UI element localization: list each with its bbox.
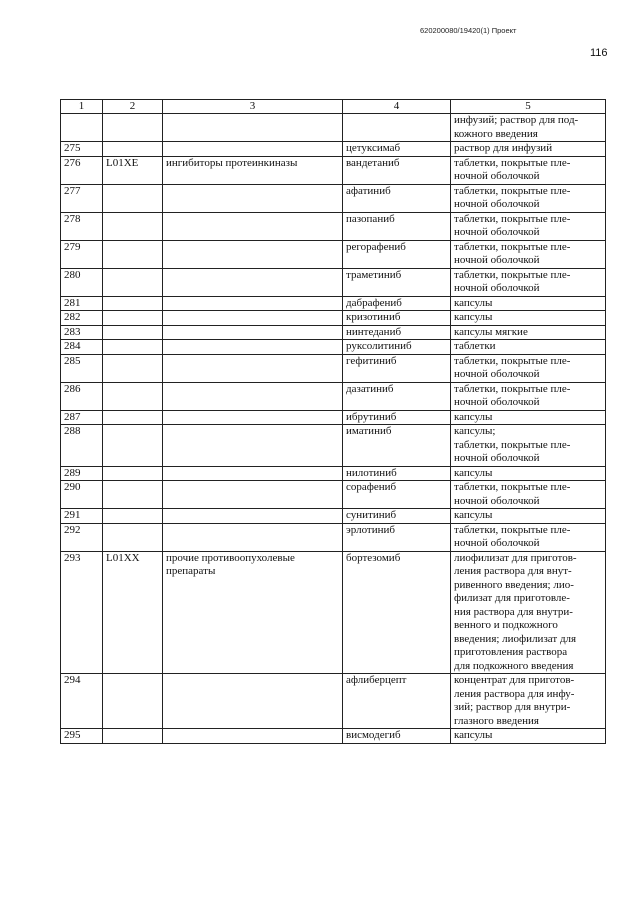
table-row (61, 325, 606, 340)
drug-name-cell: дабрафениб (343, 296, 451, 311)
table-row (61, 156, 606, 184)
atc-code-cell (103, 240, 163, 268)
drug-name-cell: траметиниб (343, 268, 451, 296)
drug-name-cell: сорафениб (343, 481, 451, 509)
atc-code-cell (103, 410, 163, 425)
drug-group-cell (163, 481, 343, 509)
row-number-cell: 282 (61, 311, 103, 326)
dosage-form-cell: таблетки, покрытые пле- ночной оболочкой (451, 212, 606, 240)
dosage-form-cell: таблетки, покрытые пле- ночной оболочкой (451, 523, 606, 551)
atc-code-cell (103, 729, 163, 744)
dosage-form-cell: капсулы (451, 311, 606, 326)
drug-name-cell: дазатиниб (343, 382, 451, 410)
drug-name-cell: ибрутиниб (343, 410, 451, 425)
drug-group-cell (163, 268, 343, 296)
row-number-cell: 278 (61, 212, 103, 240)
drug-group-cell (163, 325, 343, 340)
row-number-cell: 284 (61, 340, 103, 355)
atc-code-cell (103, 142, 163, 157)
drug-group-cell (163, 382, 343, 410)
atc-code-cell (103, 674, 163, 729)
drug-group-cell (163, 509, 343, 524)
drug-name-cell: регорафениб (343, 240, 451, 268)
row-number-cell: 291 (61, 509, 103, 524)
drug-name-cell: руксолитиниб (343, 340, 451, 355)
drug-group-cell (163, 410, 343, 425)
atc-code-cell (103, 184, 163, 212)
drug-group-cell (163, 523, 343, 551)
drug-name-cell: эрлотиниб (343, 523, 451, 551)
drug-name-cell: бортезомиб (343, 551, 451, 674)
row-number-cell: 295 (61, 729, 103, 744)
drug-group-cell (163, 311, 343, 326)
atc-code-cell: L01XX (103, 551, 163, 674)
atc-code-cell (103, 296, 163, 311)
drug-name-cell (343, 114, 451, 142)
document-id: 620200080/19420(1) Проект (420, 26, 517, 35)
row-number-cell: 287 (61, 410, 103, 425)
table-row (61, 212, 606, 240)
drug-group-cell (163, 354, 343, 382)
page-number: 116 (590, 47, 608, 59)
drug-group-cell (163, 674, 343, 729)
table-row (61, 311, 606, 326)
row-number-cell: 283 (61, 325, 103, 340)
row-number-cell: 286 (61, 382, 103, 410)
atc-code-cell: L01XE (103, 156, 163, 184)
table-header (61, 100, 606, 114)
row-number-cell: 277 (61, 184, 103, 212)
drug-group-cell: прочие противоопухолевые препараты (163, 551, 343, 674)
dosage-form-cell: капсулы (451, 466, 606, 481)
atc-code-cell (103, 268, 163, 296)
drug-name-cell: висмодегиб (343, 729, 451, 744)
dosage-form-cell: концентрат для приготов- ления раствора для инфу- зий; раствор для внутри- глазного введения (451, 674, 606, 729)
dosage-form-cell: капсулы; таблетки, покрытые пле- ночной оболочкой (451, 425, 606, 467)
drug-group-cell (163, 240, 343, 268)
row-number-cell: 280 (61, 268, 103, 296)
dosage-form-cell: капсулы (451, 509, 606, 524)
atc-code-cell (103, 523, 163, 551)
table-row (61, 142, 606, 157)
dosage-form-cell: лиофилизат для приготов- ления раствора для внут- ривенного введения; лио- филизат для приготовле- ния раствора для внутри- венного и подкожного введения; лиофилизат для приготовления раствора для подкожного введения (451, 551, 606, 674)
row-number-cell: 275 (61, 142, 103, 157)
dosage-form-cell: таблетки, покрытые пле- ночной оболочкой (451, 184, 606, 212)
column-header-5: 5 (451, 100, 606, 114)
column-header-2: 2 (103, 100, 163, 114)
table-row (61, 114, 606, 142)
atc-code-cell (103, 114, 163, 142)
drug-group-cell (163, 340, 343, 355)
row-number-cell: 276 (61, 156, 103, 184)
dosage-form-cell: таблетки, покрытые пле- ночной оболочкой (451, 240, 606, 268)
dosage-form-cell: раствор для инфузий (451, 142, 606, 157)
table-row (61, 410, 606, 425)
drug-group-cell (163, 466, 343, 481)
table-row (61, 268, 606, 296)
drug-name-cell: гефитиниб (343, 354, 451, 382)
row-number-cell: 292 (61, 523, 103, 551)
table-row (61, 551, 606, 674)
drug-name-cell: цетуксимаб (343, 142, 451, 157)
table-row (61, 184, 606, 212)
table-row (61, 466, 606, 481)
row-number-cell (61, 114, 103, 142)
drug-group-cell (163, 296, 343, 311)
table-row (61, 354, 606, 382)
row-number-cell: 294 (61, 674, 103, 729)
table-body (61, 114, 606, 744)
drug-group-cell (163, 142, 343, 157)
row-number-cell: 290 (61, 481, 103, 509)
atc-code-cell (103, 311, 163, 326)
row-number-cell: 285 (61, 354, 103, 382)
drug-name-cell: афатиниб (343, 184, 451, 212)
column-header-4: 4 (343, 100, 451, 114)
drug-name-cell: пазопаниб (343, 212, 451, 240)
atc-code-cell (103, 481, 163, 509)
row-number-cell: 293 (61, 551, 103, 674)
atc-code-cell (103, 509, 163, 524)
table-row (61, 729, 606, 744)
drug-name-cell: афлиберцепт (343, 674, 451, 729)
row-number-cell: 289 (61, 466, 103, 481)
atc-code-cell (103, 382, 163, 410)
drug-name-cell: нинтеданиб (343, 325, 451, 340)
atc-code-cell (103, 325, 163, 340)
drug-group-cell (163, 425, 343, 467)
row-number-cell: 288 (61, 425, 103, 467)
atc-code-cell (103, 466, 163, 481)
drug-group-cell (163, 729, 343, 744)
dosage-form-cell: капсулы мягкие (451, 325, 606, 340)
atc-code-cell (103, 354, 163, 382)
dosage-form-cell: капсулы (451, 410, 606, 425)
table-row (61, 382, 606, 410)
drug-name-cell: вандетаниб (343, 156, 451, 184)
row-number-cell: 281 (61, 296, 103, 311)
table-row (61, 481, 606, 509)
dosage-form-cell: таблетки, покрытые пле- ночной оболочкой (451, 156, 606, 184)
drug-name-cell: иматиниб (343, 425, 451, 467)
table-row (61, 509, 606, 524)
table-row (61, 523, 606, 551)
drug-group-cell (163, 184, 343, 212)
atc-code-cell (103, 425, 163, 467)
drug-group-cell (163, 212, 343, 240)
atc-code-cell (103, 212, 163, 240)
dosage-form-cell: таблетки, покрытые пле- ночной оболочкой (451, 481, 606, 509)
atc-code-cell (103, 340, 163, 355)
table-row (61, 296, 606, 311)
table-row (61, 425, 606, 467)
drug-name-cell: кризотиниб (343, 311, 451, 326)
table-row (61, 674, 606, 729)
dosage-form-cell: капсулы (451, 296, 606, 311)
drug-name-cell: нилотиниб (343, 466, 451, 481)
drug-name-cell: сунитиниб (343, 509, 451, 524)
dosage-form-cell: таблетки, покрытые пле- ночной оболочкой (451, 382, 606, 410)
dosage-form-cell: капсулы (451, 729, 606, 744)
table-row (61, 340, 606, 355)
dosage-form-cell: таблетки, покрытые пле- ночной оболочкой (451, 268, 606, 296)
drug-group-cell (163, 114, 343, 142)
dosage-form-cell: инфузий; раствор для под- кожного введения (451, 114, 606, 142)
column-header-1: 1 (61, 100, 103, 114)
dosage-form-cell: таблетки (451, 340, 606, 355)
drug-list-table (60, 99, 606, 744)
row-number-cell: 279 (61, 240, 103, 268)
table-row (61, 240, 606, 268)
column-header-3: 3 (163, 100, 343, 114)
drug-group-cell: ингибиторы протеинкиназы (163, 156, 343, 184)
dosage-form-cell: таблетки, покрытые пле- ночной оболочкой (451, 354, 606, 382)
